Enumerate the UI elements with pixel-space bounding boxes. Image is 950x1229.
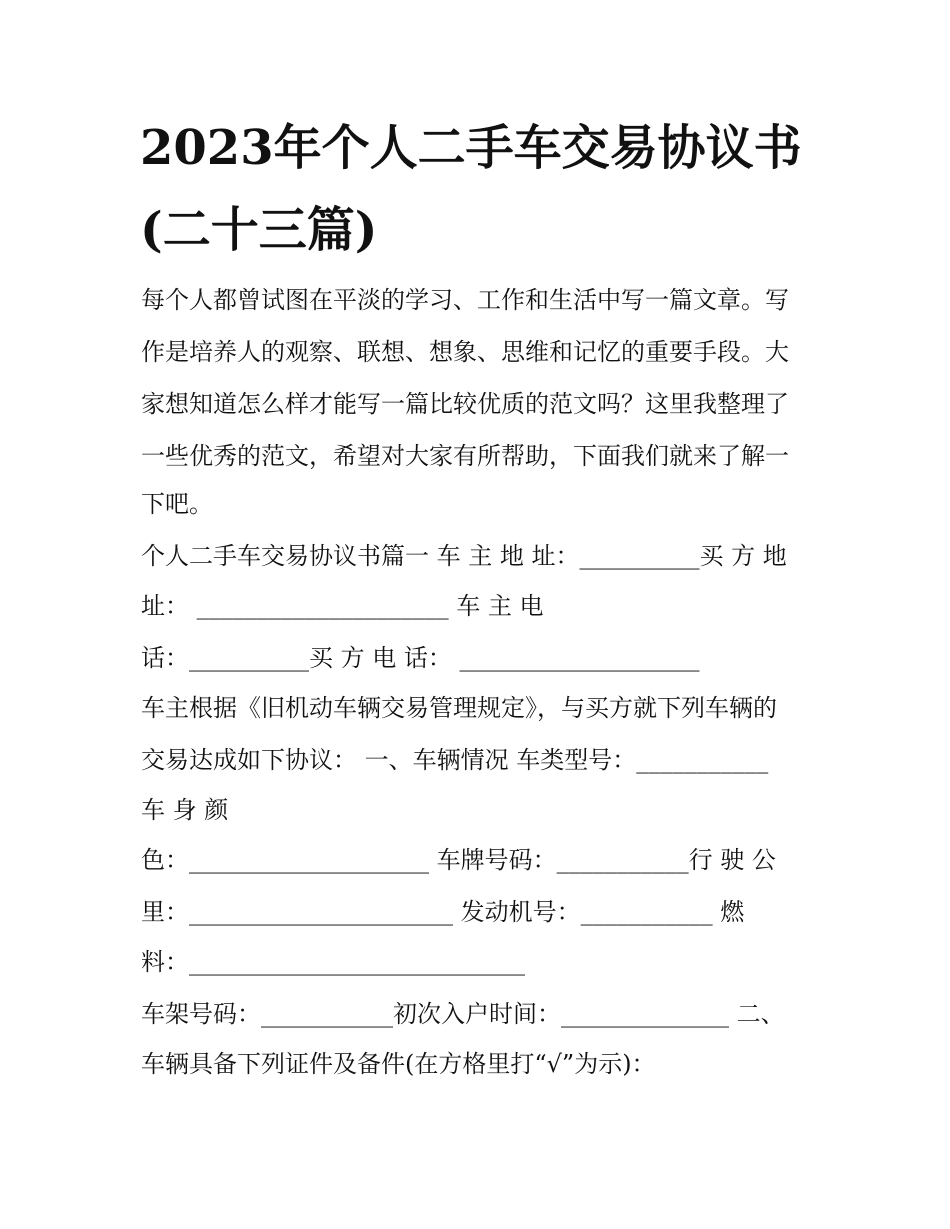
contract-line-2: 址： _____________________ 车 主 电 (141, 592, 544, 620)
intro-line-1: 每个人都曾试图在平淡的学习、工作和生活中写一篇文章。写 (141, 286, 789, 314)
contract-line-1: 个人二手车交易协议书篇一 车 主 地 址：__________买 方 地 (141, 542, 787, 570)
document-title-line-2: (二十三篇) (140, 202, 378, 258)
contract-line-4: 车主根据《旧机动车辆交易管理规定》，与买方就下列车辆的 (141, 694, 777, 722)
contract-line-6: 车 身 颜 (141, 796, 229, 824)
contract-line-11: 车辆具备下列证件及备件(在方格里打“√”为示)： (141, 1050, 656, 1078)
intro-line-5: 下吧。 (141, 490, 213, 518)
contract-line-10: 车架号码：___________初次入户时间：______________ 二、 (141, 1000, 785, 1028)
contract-line-9: 料：____________________________ (141, 948, 525, 976)
contract-line-8: 里：______________________ 发动机号：___________ 燃 (141, 898, 745, 926)
contract-line-5: 交易达成如下协议： 一、车辆情况 车类型号：___________ (141, 746, 769, 774)
contract-line-7: 色：____________________ 车牌号码：___________行 驶 公 (141, 846, 776, 874)
intro-line-4: 一些优秀的范文，希望对大家有所帮助，下面我们就来了解一 (141, 442, 789, 470)
intro-line-2: 作是培养人的观察、联想、想象、思维和记忆的重要手段。大 (141, 338, 789, 366)
intro-line-3: 家想知道怎么样才能写一篇比较优质的范文吗？这里我整理了 (141, 390, 789, 418)
document-title-line-1: 2023年个人二手车交易协议书 (140, 120, 802, 176)
contract-line-3: 话：__________买 方 电 话： ____________________ (141, 644, 700, 672)
